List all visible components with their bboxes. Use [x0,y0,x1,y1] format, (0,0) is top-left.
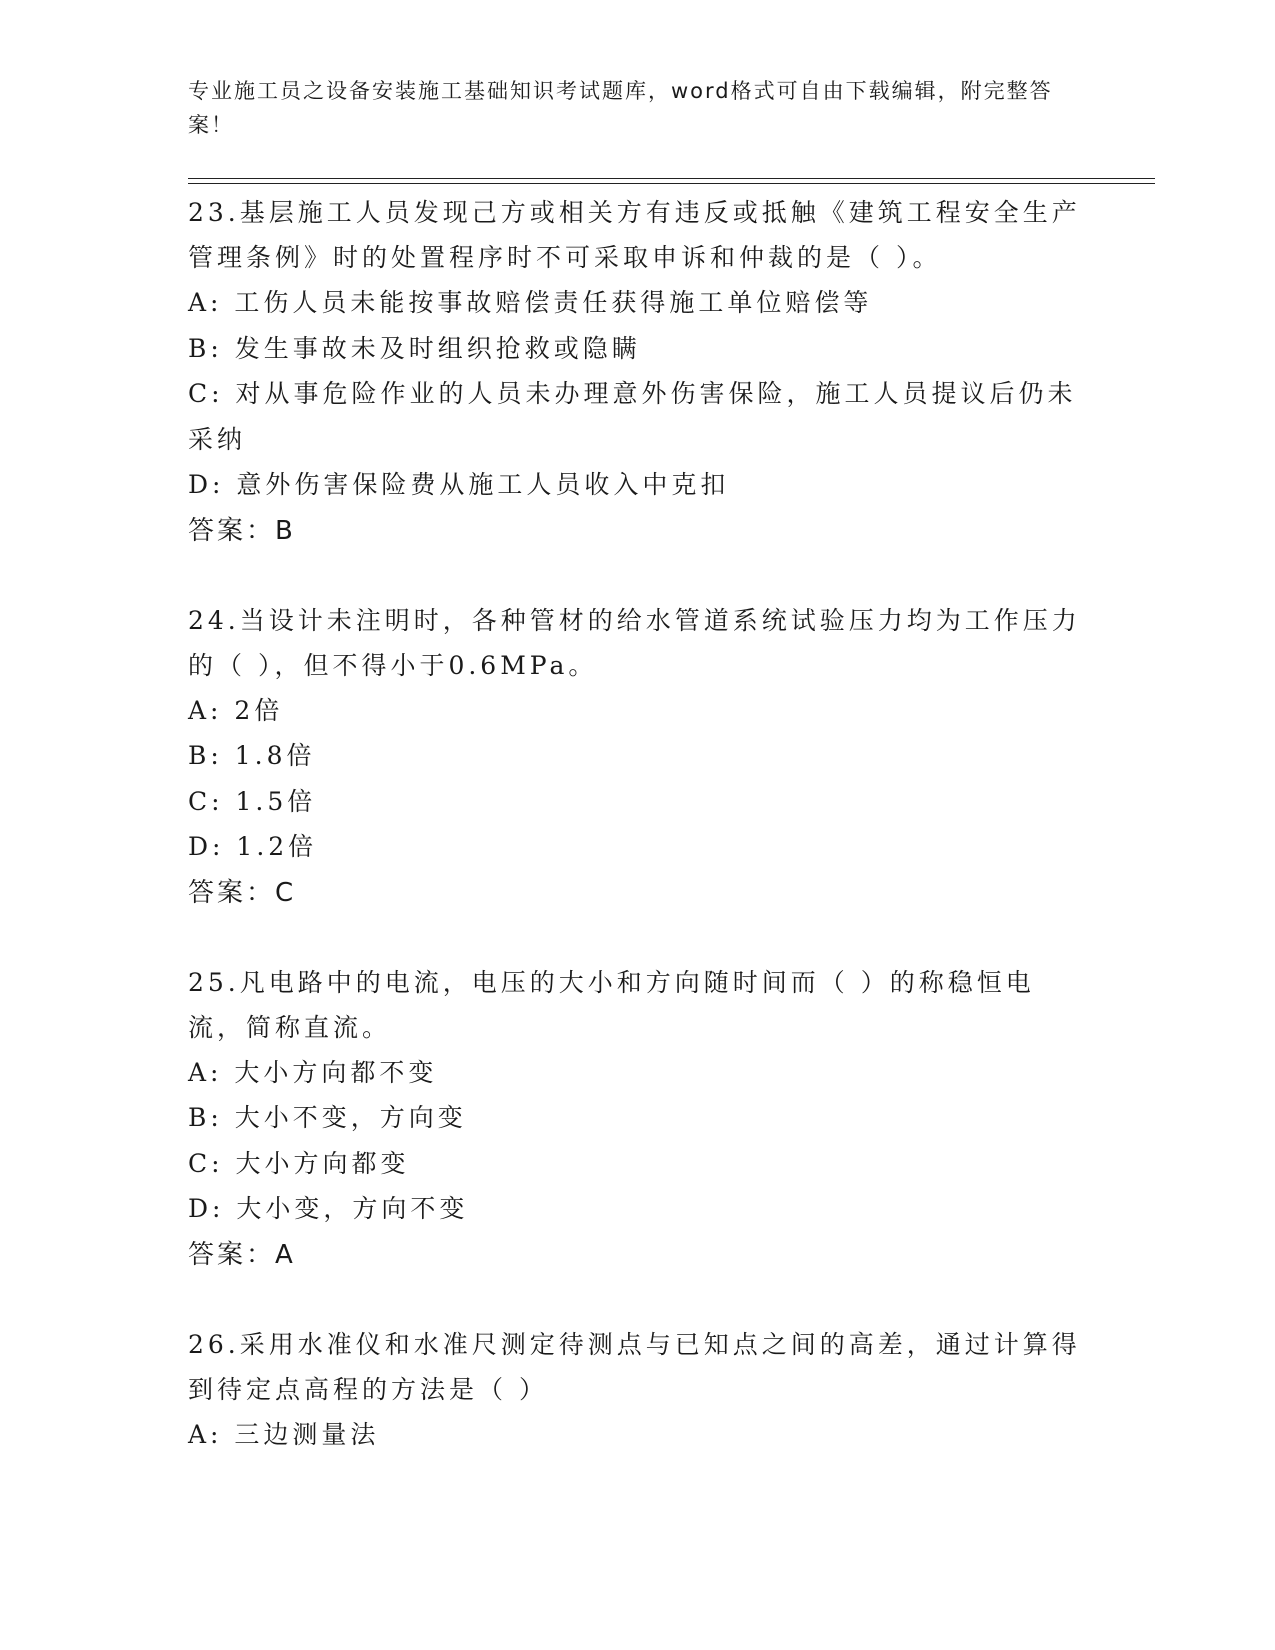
document-intro: 专业施工员之设备安装施工基础知识考试题库，word格式可自由下载编辑，附完整答案！ [188,79,1053,137]
question-stem: 23.基层施工人员发现己方或相关方有违反或抵触《建筑工程安全生产管理条例》时的处置程序时不可采取申诉和仲裁的是（ ）。 [188,198,1081,272]
option-c: C: 1.5倍 [188,786,317,816]
option-d: D: 大小变，方向不变 [188,1194,469,1223]
question-25 [188,960,1088,1278]
question-stem: 26.采用水准仪和水准尺测定待测点与已知点之间的高差，通过计算得到待定点高程的方法是（ ） [188,1329,1081,1404]
option-b: B: 1.8倍 [188,741,316,770]
question-24 [188,598,1088,916]
option-d: D: 意外伤害保险费从施工人员收入中克扣 [188,470,730,499]
question-26 [188,1322,1088,1458]
header-divider-bottom [188,183,1155,184]
option-a: A: 大小方向都不变 [188,1057,438,1087]
option-a: A: 工伤人员未能按事故赔偿责任获得施工单位赔偿等 [188,288,873,317]
answer-line: 答案：A [188,1239,296,1270]
question-23 [188,190,1088,554]
question-stem: 25.凡电路中的电流，电压的大小和方向随时间而（ ）的称稳恒电流，简称直流。 [188,967,1035,1042]
question-stem: 24.当设计未注明时，各种管材的给水管道系统试验压力均为工作压力的（ ），但不得小于0.6MPa。 [188,605,1081,680]
answer-line: 答案：C [188,877,297,908]
option-a: A: 2倍 [188,695,284,725]
option-b: B: 发生事故未及时组织抢救或隐瞒 [188,333,641,363]
question-list [188,190,1088,1501]
option-b: B: 大小不变，方向变 [188,1103,467,1132]
option-c: C: 大小方向都变 [188,1148,410,1178]
answer-line: 答案：B [188,515,296,546]
option-c: C: 对从事危险作业的人员未办理意外伤害保险，施工人员提议后仍未采纳 [188,379,1077,454]
option-d: D: 1.2倍 [188,832,318,861]
option-a: A: 三边测量法 [188,1419,380,1449]
header-divider-top [188,178,1155,179]
